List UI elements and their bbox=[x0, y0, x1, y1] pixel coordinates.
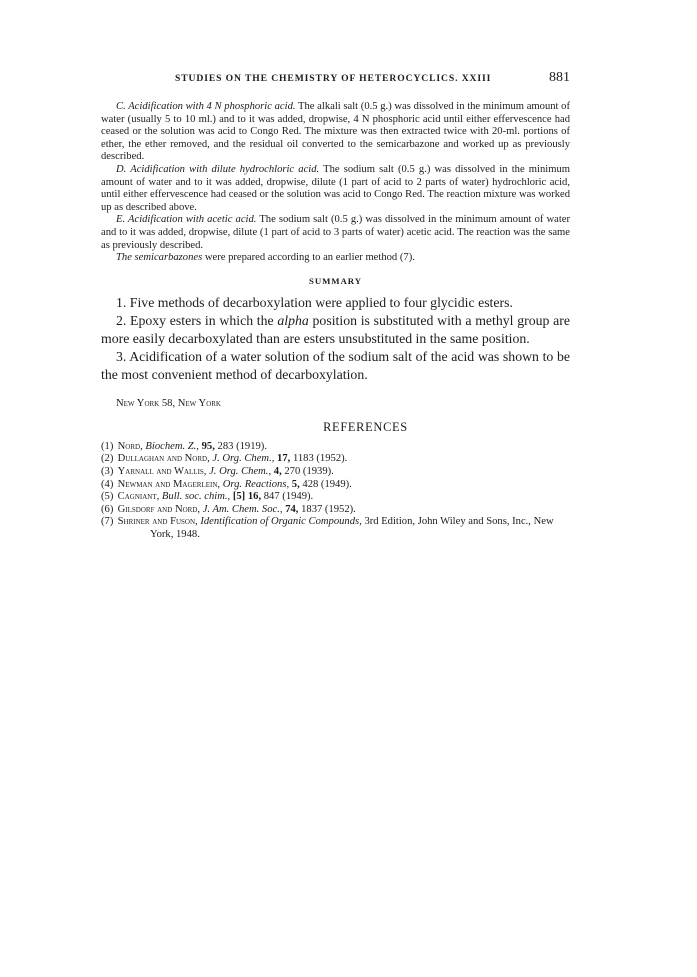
summary-item-1-text: 1. Five methods of decarboxylation were applied to four glycidic esters. bbox=[116, 294, 513, 310]
summary-item-3-text: 3. Acidification of a water solution of the sodium salt of the acid was shown to be the most convenient method of decarboxylation. bbox=[101, 348, 570, 382]
summary-item-2 bbox=[101, 312, 570, 348]
reference-number: (4) bbox=[101, 478, 114, 490]
references-heading: REFERENCES bbox=[323, 419, 408, 434]
reference-item bbox=[101, 516, 570, 541]
reference-volume: 95, bbox=[201, 440, 215, 452]
reference-journal: Identification of Organic Compounds, bbox=[200, 516, 362, 528]
references-list bbox=[101, 441, 570, 542]
reference-authors: Cagniant, bbox=[117, 491, 160, 503]
article-body bbox=[101, 101, 570, 541]
summary-item-2-before: 2. Epoxy esters in which the bbox=[116, 312, 278, 328]
procedure-c-text: The alkali salt (0.5 g.) was dissolved in the minimum amount of water (usually 5 to 10 ml.) and to it was added, dropwise, 4 N phosphoric acid until either effervescence had ceased or the solution was acid to Congo Red. The mixture was then extracted twice with 20-ml. portions of ether, the ether removed, and the residual oil converted to the semicarbazone and worked up as previously described. bbox=[101, 101, 570, 163]
reference-authors: Dullaghan and Nord, bbox=[117, 453, 210, 465]
procedure-e-paragraph bbox=[101, 214, 570, 252]
procedure-e-heading: E. Acidification with acetic acid. bbox=[116, 214, 257, 226]
summary-item-3 bbox=[101, 348, 570, 384]
reference-item bbox=[101, 453, 570, 466]
reference-authors: Yarnall and Wallis, bbox=[117, 465, 207, 477]
running-head: STUDIES ON THE CHEMISTRY OF HETEROCYCLICS. XXIII bbox=[175, 73, 492, 84]
semicarbazones-paragraph bbox=[101, 252, 570, 265]
reference-authors: Nord, bbox=[117, 440, 143, 452]
reference-journal: Biochem. Z., bbox=[145, 440, 199, 452]
reference-pages-year: 3rd Edition, John Wiley and Sons, Inc., New York, 1948. bbox=[150, 516, 554, 540]
reference-number: (7) bbox=[101, 516, 114, 528]
reference-item bbox=[101, 479, 570, 492]
reference-item bbox=[101, 504, 570, 517]
reference-item bbox=[101, 441, 570, 454]
reference-pages-year: 283 (1919). bbox=[217, 440, 267, 452]
reference-journal: Org. Reactions, bbox=[222, 478, 290, 490]
reference-volume: 17, bbox=[277, 453, 291, 465]
procedure-d-heading: D. Acidification with dilute hydrochloric acid. bbox=[116, 163, 320, 175]
reference-pages-year: 847 (1949). bbox=[263, 491, 314, 503]
reference-pages-year: 1837 (1952). bbox=[301, 503, 356, 515]
reference-journal: J. Org. Chem., bbox=[212, 453, 275, 465]
summary-item-1 bbox=[101, 294, 570, 312]
procedure-c-heading: C. Acidification with 4 N phosphoric acid. bbox=[116, 101, 296, 112]
reference-volume: [5] 16, bbox=[232, 491, 262, 503]
procedure-e-text: The sodium salt (0.5 g.) was dissolved in the minimum amount of water and to it was added, dropwise, dilute (1 part of acid to 3 parts of water) acetic acid. The reaction was the same as previously described. bbox=[101, 214, 571, 251]
reference-number: (6) bbox=[101, 503, 114, 515]
summary-item-2-after: position is substituted with a methyl group are more easily decarboxylated than are esters unsubstituted in the same position. bbox=[101, 312, 570, 346]
reference-journal: Bull. soc. chim., bbox=[161, 491, 231, 503]
reference-journal: J. Org. Chem., bbox=[209, 465, 272, 477]
reference-number: (2) bbox=[101, 453, 114, 465]
reference-volume: 74, bbox=[285, 503, 299, 515]
page-number: 881 bbox=[549, 70, 570, 85]
page-header bbox=[100, 71, 570, 89]
author-address: New York 58, New York bbox=[116, 397, 221, 409]
reference-pages-year: 1183 (1952). bbox=[292, 453, 348, 465]
reference-journal: J. Am. Chem. Soc., bbox=[202, 503, 283, 515]
reference-authors: Shriner and Fuson, bbox=[117, 516, 198, 528]
reference-number: (3) bbox=[101, 465, 114, 477]
reference-number: (5) bbox=[101, 491, 114, 503]
reference-pages-year: 428 (1949). bbox=[302, 478, 352, 490]
semicarbazones-lead: The semicarbazones bbox=[116, 252, 203, 264]
reference-volume: 4, bbox=[273, 465, 282, 477]
procedure-c-paragraph bbox=[101, 101, 570, 164]
procedure-d-paragraph bbox=[101, 164, 570, 214]
reference-volume: 5, bbox=[291, 478, 300, 490]
reference-item bbox=[101, 491, 570, 504]
reference-item bbox=[101, 466, 570, 479]
reference-pages-year: 270 (1939). bbox=[284, 465, 334, 477]
summary-heading: SUMMARY bbox=[309, 275, 362, 286]
summary-item-2-emphasis: alpha bbox=[277, 312, 309, 328]
procedure-d-text: The sodium salt (0.5 g.) was dissolved in the minimum amount of water and to it was added, dropwise, dilute (1 part of acid to 2 parts of water) hydrochloric acid, until either effervescence had ceased or the solution was acid to Congo Red. The reaction mixture was worked up as described above. bbox=[101, 163, 571, 213]
reference-authors: Newman and Magerlein, bbox=[117, 478, 221, 490]
reference-authors: Gilsdorf and Nord, bbox=[117, 503, 201, 515]
semicarbazones-text: were prepared according to an earlier method (7). bbox=[202, 252, 415, 264]
reference-number: (1) bbox=[101, 440, 114, 452]
